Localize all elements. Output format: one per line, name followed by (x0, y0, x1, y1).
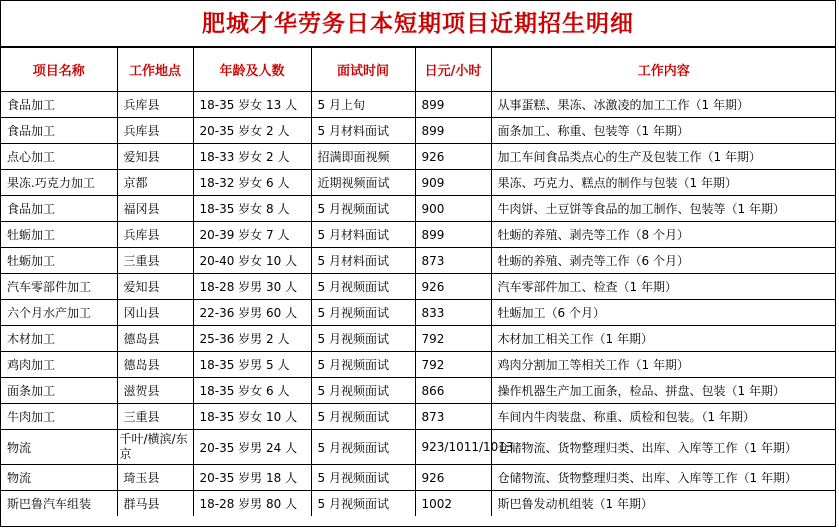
table-row (1, 326, 836, 352)
cell-project-name: 斯巴鲁汽车组装 (1, 491, 117, 517)
cell-interview-time: 5 月视频面试 (311, 196, 415, 222)
cell-interview-time: 5 月视频面试 (311, 491, 415, 517)
cell-project-name: 牛肉加工 (1, 404, 117, 430)
cell-age-count: 18-35 岁男 5 人 (193, 352, 311, 378)
cell-interview-time: 近期视频面试 (311, 170, 415, 196)
table-row (1, 300, 836, 326)
cell-job-content: 加工车间食品类点心的生产及包装工作（1 年期） (491, 144, 836, 170)
cell-location: 三重县 (117, 248, 193, 274)
cell-project-name: 汽车零部件加工 (1, 274, 117, 300)
table-row (1, 222, 836, 248)
cell-wage: 792 (415, 352, 491, 378)
cell-wage: 873 (415, 248, 491, 274)
cell-interview-time: 5 月材料面试 (311, 118, 415, 144)
cell-project-name: 面条加工 (1, 378, 117, 404)
cell-wage: 873 (415, 404, 491, 430)
cell-age-count: 25-36 岁男 2 人 (193, 326, 311, 352)
cell-location: 冈山县 (117, 300, 193, 326)
cell-job-content: 仓储物流、货物整理归类、出库、入库等工作（1 年期） (491, 465, 836, 491)
cell-location: 千叶/横滨/东京 (117, 430, 193, 465)
cell-age-count: 18-32 岁女 6 人 (193, 170, 311, 196)
cell-interview-time: 5 月视频面试 (311, 326, 415, 352)
cell-age-count: 20-35 岁女 2 人 (193, 118, 311, 144)
cell-age-count: 18-28 岁男 80 人 (193, 491, 311, 517)
header-interview-time: 面试时间 (311, 48, 415, 92)
table-row (1, 430, 836, 465)
header-location: 工作地点 (117, 48, 193, 92)
cell-location: 群马县 (117, 491, 193, 517)
cell-project-name: 食品加工 (1, 92, 117, 118)
cell-wage: 926 (415, 465, 491, 491)
cell-age-count: 18-35 岁女 6 人 (193, 378, 311, 404)
cell-location: 琦玉县 (117, 465, 193, 491)
cell-project-name: 牡蛎加工 (1, 248, 117, 274)
table-row (1, 92, 836, 118)
cell-wage: 1002 (415, 491, 491, 517)
recruitment-table (1, 47, 836, 516)
cell-job-content: 牡蛎加工（6 个月） (491, 300, 836, 326)
cell-project-name: 食品加工 (1, 118, 117, 144)
cell-project-name: 木材加工 (1, 326, 117, 352)
header-wage: 日元/小时 (415, 48, 491, 92)
cell-wage: 900 (415, 196, 491, 222)
cell-project-name: 果冻.巧克力加工 (1, 170, 117, 196)
cell-wage: 909 (415, 170, 491, 196)
cell-location: 德岛县 (117, 352, 193, 378)
table-row (1, 465, 836, 491)
cell-project-name: 牡蛎加工 (1, 222, 117, 248)
table-row (1, 144, 836, 170)
cell-project-name: 点心加工 (1, 144, 117, 170)
cell-wage: 923/1011/1013 (415, 430, 491, 465)
cell-interview-time: 5 月视频面试 (311, 274, 415, 300)
cell-project-name: 食品加工 (1, 196, 117, 222)
header-age-count: 年龄及人数 (193, 48, 311, 92)
cell-age-count: 20-35 岁男 24 人 (193, 430, 311, 465)
cell-wage: 866 (415, 378, 491, 404)
cell-location: 兵库县 (117, 222, 193, 248)
cell-age-count: 20-35 岁男 18 人 (193, 465, 311, 491)
cell-location: 兵库县 (117, 118, 193, 144)
cell-job-content: 牛肉饼、土豆饼等食品的加工制作、包装等（1 年期） (491, 196, 836, 222)
cell-location: 京都 (117, 170, 193, 196)
cell-wage: 899 (415, 92, 491, 118)
cell-job-content: 面条加工、称重、包装等（1 年期） (491, 118, 836, 144)
cell-age-count: 20-39 岁女 7 人 (193, 222, 311, 248)
cell-interview-time: 5 月视频面试 (311, 300, 415, 326)
cell-interview-time: 5 月视频面试 (311, 404, 415, 430)
cell-location: 爱知县 (117, 274, 193, 300)
cell-wage: 792 (415, 326, 491, 352)
cell-job-content: 牡蛎的养殖、剥壳等工作（6 个月） (491, 248, 836, 274)
header-project-name: 项目名称 (1, 48, 117, 92)
table-row (1, 404, 836, 430)
cell-age-count: 18-33 岁女 2 人 (193, 144, 311, 170)
cell-job-content: 斯巴鲁发动机组装（1 年期） (491, 491, 836, 517)
cell-job-content: 仓储物流、货物整理归类、出库、入库等工作（1 年期） (491, 430, 836, 465)
cell-project-name: 物流 (1, 430, 117, 465)
cell-location: 三重县 (117, 404, 193, 430)
table-row (1, 352, 836, 378)
cell-interview-time: 5 月材料面试 (311, 222, 415, 248)
cell-job-content: 鸡肉分割加工等相关工作（1 年期） (491, 352, 836, 378)
cell-location: 兵库县 (117, 92, 193, 118)
cell-location: 福冈县 (117, 196, 193, 222)
table-row (1, 118, 836, 144)
table-row (1, 248, 836, 274)
table-row (1, 170, 836, 196)
cell-interview-time: 5 月视频面试 (311, 430, 415, 465)
cell-wage: 833 (415, 300, 491, 326)
cell-age-count: 18-35 岁女 13 人 (193, 92, 311, 118)
cell-job-content: 从事蛋糕、果冻、冰激凌的加工工作（1 年期） (491, 92, 836, 118)
cell-project-name: 六个月水产加工 (1, 300, 117, 326)
cell-age-count: 20-40 岁女 10 人 (193, 248, 311, 274)
cell-age-count: 22-36 岁男 60 人 (193, 300, 311, 326)
cell-wage: 899 (415, 222, 491, 248)
cell-job-content: 木材加工相关工作（1 年期） (491, 326, 836, 352)
cell-project-name: 物流 (1, 465, 117, 491)
table-row (1, 274, 836, 300)
header-job-content: 工作内容 (491, 48, 836, 92)
cell-age-count: 18-35 岁女 10 人 (193, 404, 311, 430)
table-row (1, 378, 836, 404)
cell-location: 德岛县 (117, 326, 193, 352)
cell-age-count: 18-35 岁女 8 人 (193, 196, 311, 222)
cell-job-content: 操作机器生产加工面条，检品、拼盘、包装（1 年期） (491, 378, 836, 404)
cell-interview-time: 招满即面视频 (311, 144, 415, 170)
cell-job-content: 车间内牛肉装盘、称重、质检和包装。（1 年期） (491, 404, 836, 430)
cell-interview-time: 5 月视频面试 (311, 465, 415, 491)
table-row (1, 196, 836, 222)
cell-wage: 926 (415, 274, 491, 300)
cell-interview-time: 5 月视频面试 (311, 378, 415, 404)
cell-location: 爱知县 (117, 144, 193, 170)
cell-wage: 926 (415, 144, 491, 170)
cell-interview-time: 5 月上旬 (311, 92, 415, 118)
cell-interview-time: 5 月材料面试 (311, 248, 415, 274)
cell-job-content: 牡蛎的养殖、剥壳等工作（8 个月） (491, 222, 836, 248)
cell-location: 滋贺县 (117, 378, 193, 404)
cell-age-count: 18-28 岁男 30 人 (193, 274, 311, 300)
cell-project-name: 鸡肉加工 (1, 352, 117, 378)
table-header-row (1, 48, 836, 92)
cell-wage: 899 (415, 118, 491, 144)
page-title: 肥城才华劳务日本短期项目近期招生明细 (1, 1, 835, 47)
cell-job-content: 汽车零部件加工、检查（1 年期） (491, 274, 836, 300)
table-body (1, 92, 836, 517)
table-row (1, 491, 836, 517)
cell-interview-time: 5 月视频面试 (311, 352, 415, 378)
cell-job-content: 果冻、巧克力、糕点的制作与包装（1 年期） (491, 170, 836, 196)
